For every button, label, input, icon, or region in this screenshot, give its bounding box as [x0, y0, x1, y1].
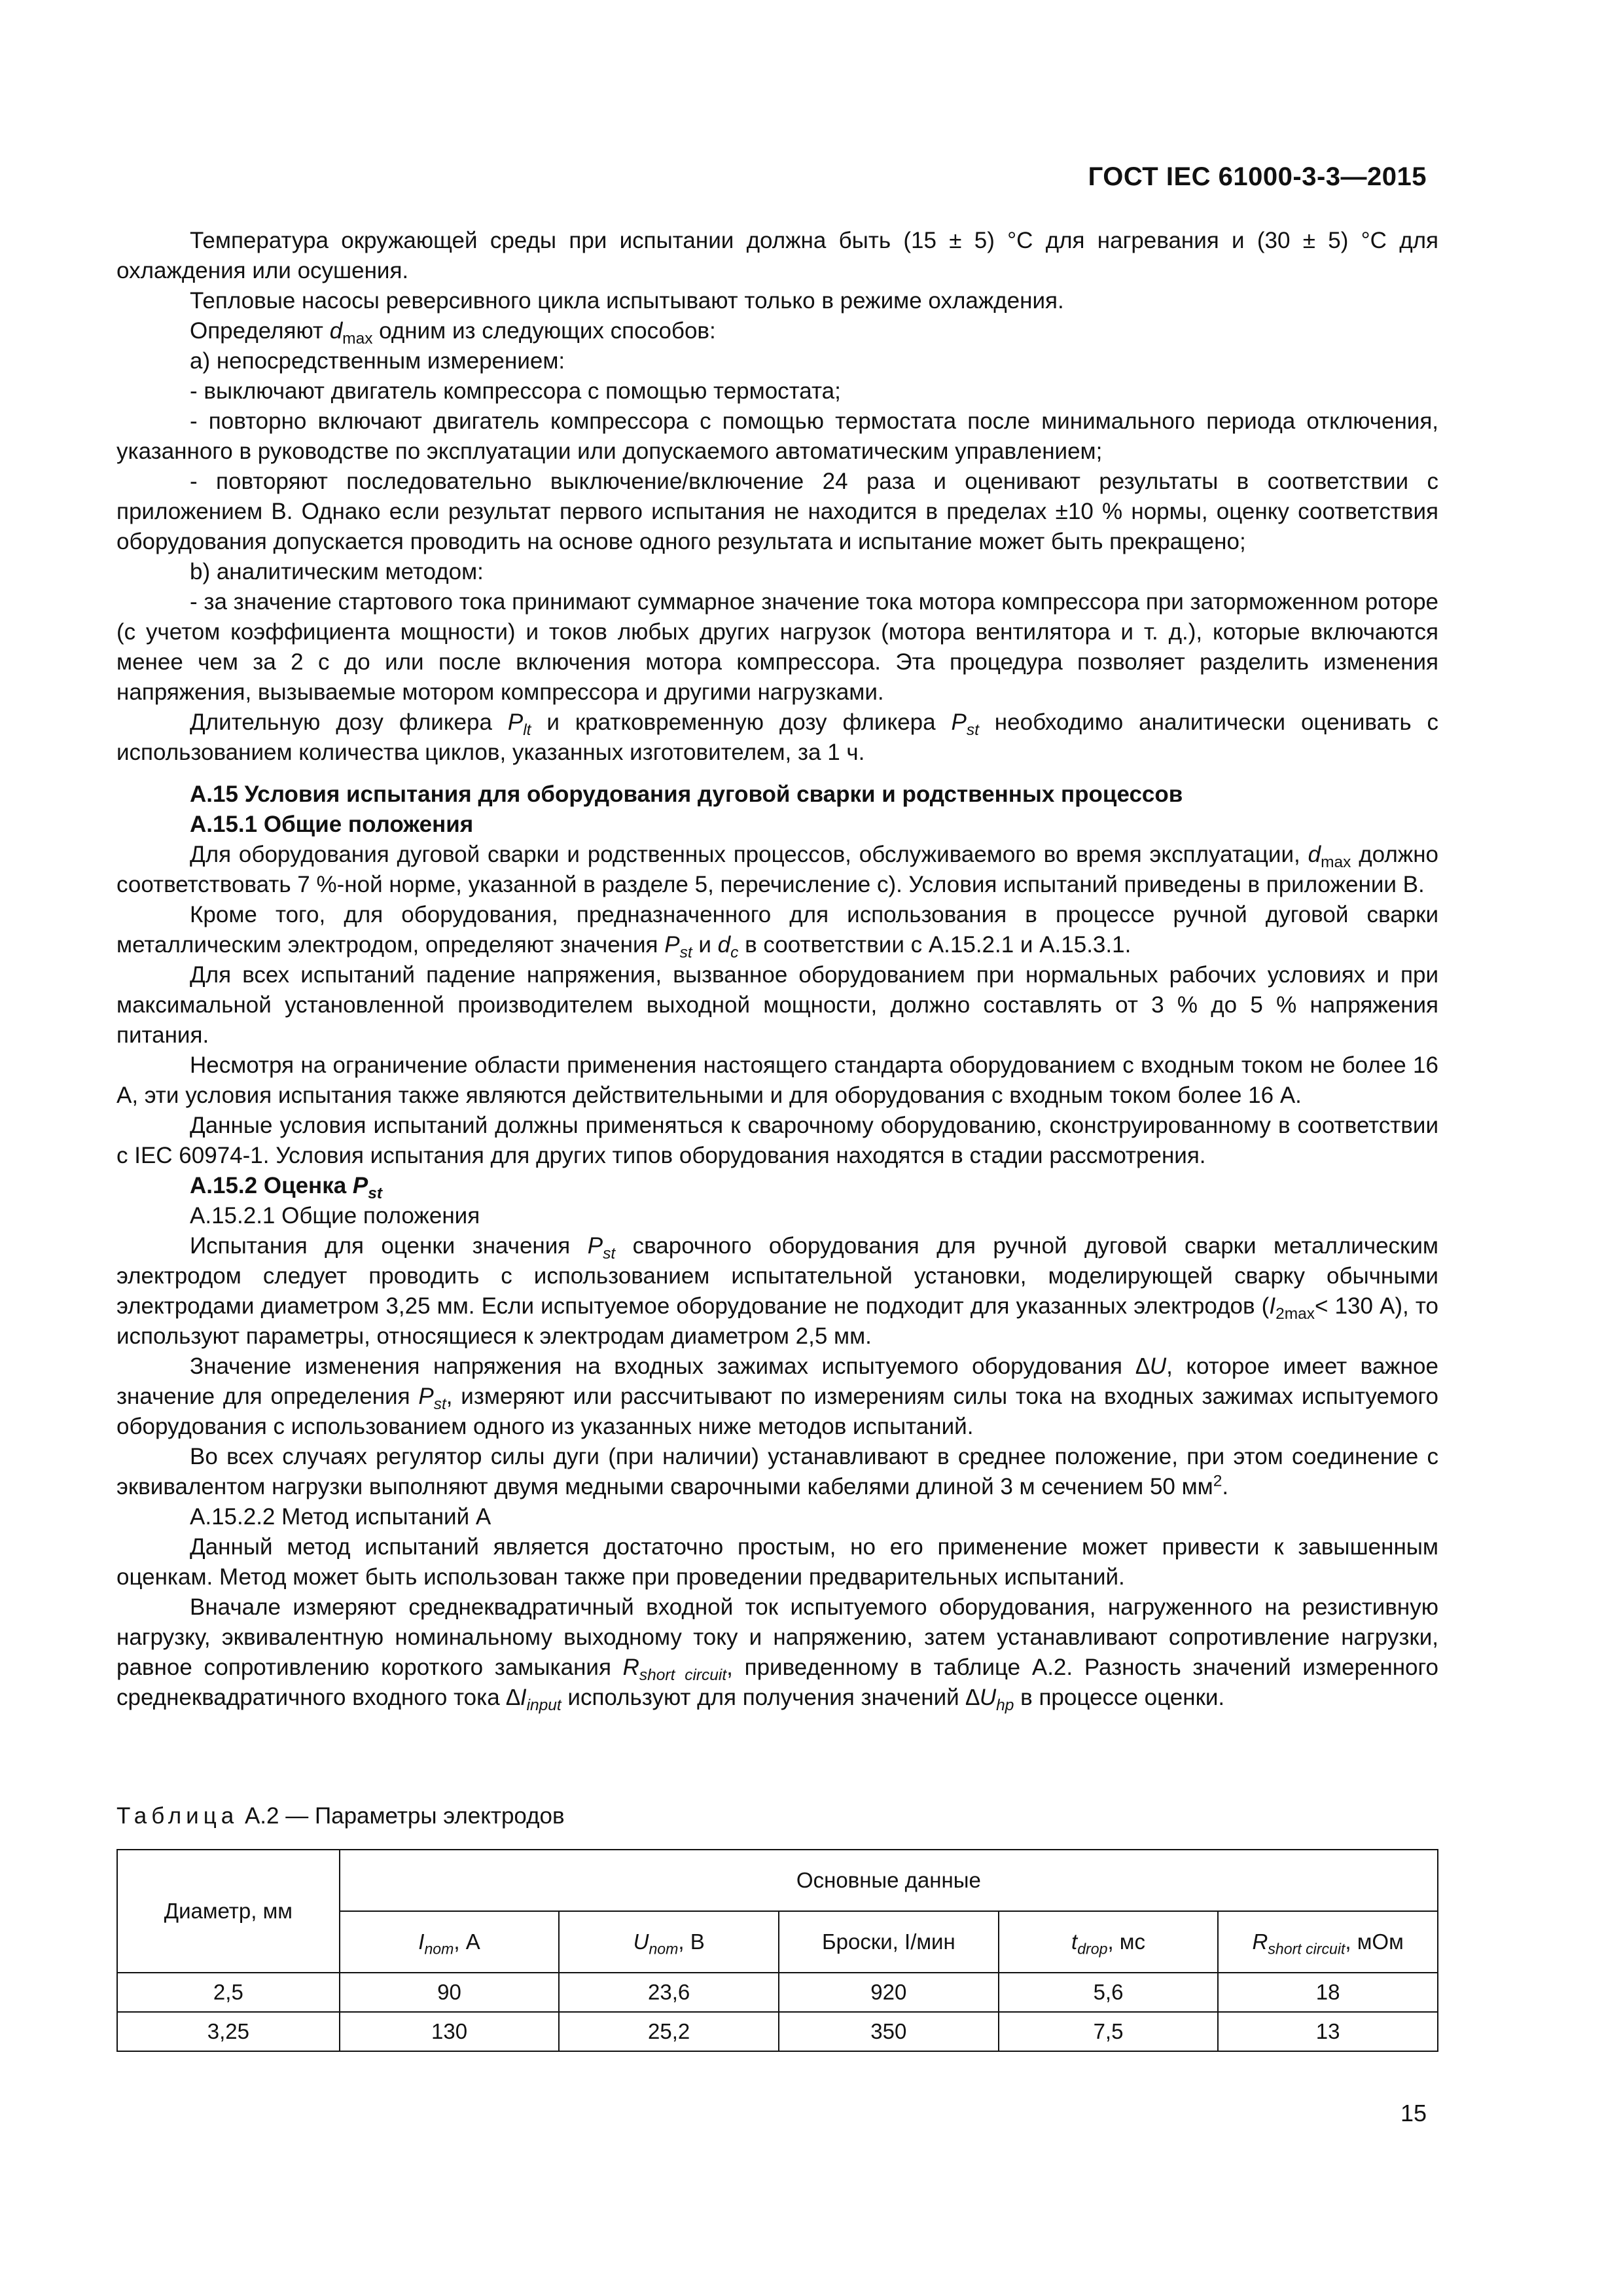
table-row: [117, 2012, 1438, 2051]
list-item: - повторяют последовательно выключение/включение 24 раза и оценивают результаты в соответствии с приложением В. Однако если результат первого испытания не находится в пределах ±10 % нормы, оценку соответствия оборудования допускается проводить на основе одного результата и испытание может быть прекращено;: [116, 469, 1438, 554]
paragraph: Данный метод испытаний является достаточно простым, но его применение может привести к завышенным оценкам. Метод может быть использован также при проведении предварительных испытаний.: [116, 1534, 1438, 1590]
list-item: - за значение стартового тока принимают суммарное значение тока мотора компрессора при заторможенном роторе (с учетом коэффициента мощности) и токов любых других нагрузок (мотора вентилятора и т. д.), которые включаются менее чем за 2 с до или после включения мотора компрессора. Эта процедура позволяет разделить изменения напряжения, вызываемые мотором компрессора и другими нагрузками.: [116, 589, 1438, 705]
table-cell: 920: [779, 1973, 999, 2012]
paragraph: Во всех случаях регулятор силы дуги (при наличии) устанавливают в среднее положение, при этом соединение с эквивалентом нагрузки выполняют двумя медными сварочными кабелями длиной 3 м сечением 50 $мм^2$.: [116, 1444, 1438, 1499]
table-cell: 3,25: [117, 2012, 340, 2051]
table-cell: 13: [1218, 2012, 1438, 2051]
table-cell: 25,2: [559, 2012, 779, 2051]
document-id: ГОСТ IEC 61000-3-3—2015: [1088, 162, 1427, 191]
table-cell: 5,6: [999, 1973, 1219, 2012]
subsection-heading: А.15.2.1 Общие положения: [190, 1203, 480, 1229]
paragraph: Кроме того, для оборудования, предназначенного для использования в процессе ручной дуговой сварки металлическим электродом, определяют значения $P_{st}$ и $d_c$ в соответствии с А.15.2.1 и А.15.3.1.: [116, 902, 1438, 961]
column-header-tdrop: $t_{drop}$, мс: [999, 1911, 1219, 1973]
section-heading: А.15 Условия испытания для оборудования дуговой сварки и родственных процессов: [190, 781, 1183, 807]
table-cell: 7,5: [999, 2012, 1219, 2051]
paragraph: Определяют $d_{max}$ одним из следующих способов:: [190, 318, 716, 348]
column-header-surges: Броски, I/мин: [779, 1911, 999, 1973]
paragraph: Вначале измеряют среднеквадратичный входной ток испытуемого оборудования, нагруженного на резистивную нагрузку, эквивалентную номинальному выходному току и напряжению, затем устанавливают сопротивление нагрузки, равное сопротивлению короткого замыкания $R_{short circuit}$, приведенному в таблице А.2. Разность значений измеренного среднеквадратичного входного тока $\Delta I_{input}$ используют для получения значений $\Delta U_{hp}$ в процессе оценки.: [116, 1594, 1438, 1714]
paragraph: Для оборудования дуговой сварки и родственных процессов, обслуживаемого во время эксплуатации, $d_{max}$ должно соответствовать 7 %-ной норме, указанной в разделе 5, перечисление с). Условия испытаний приведены в приложении В.: [116, 842, 1438, 897]
page-number: 15: [1400, 2100, 1427, 2126]
subsection-heading: А.15.2.2 Метод испытаний А: [190, 1504, 491, 1530]
paragraph: Тепловые насосы реверсивного цикла испытывают только в режиме охлаждения.: [190, 288, 1064, 314]
document-body: [116, 226, 1438, 1713]
table-cell: 2,5: [117, 1973, 340, 2012]
paragraph: Температура окружающей среды при испытании должна быть (15 ± 5) °С для нагревания и (30 ± 5) °С для охлаждения или осушения.: [116, 228, 1438, 283]
paragraph: Длительную дозу фликера $P_{lt}$ и кратковременную дозу фликера $P_{st}$ необходимо аналитически оценивать с использованием количества циклов, указанных изготовителем, за 1 ч.: [116, 709, 1438, 765]
paragraph: Для всех испытаний падение напряжения, вызванное оборудованием при нормальных рабочих условиях и при максимальной установленной производителем выходной мощности, должно составлять от 3 % до 5 % напряжения питания.: [116, 962, 1438, 1048]
column-header-unom: $U_{nom}$, В: [559, 1911, 779, 1973]
table-cell: 23,6: [559, 1973, 779, 2012]
electrode-parameters-table: [116, 1849, 1438, 2052]
table-cell: 18: [1218, 1973, 1438, 2012]
paragraph: Значение изменения напряжения на входных зажимах испытуемого оборудования ∆U, которое имеет важное значение для определения $P_{st}$, измеряют или рассчитывают по измерениям силы тока на входных зажимах испытуемого оборудования с использованием одного из указанных ниже методов испытаний.: [116, 1354, 1438, 1439]
subsection-heading: А.15.1 Общие положения: [190, 812, 474, 837]
list-item: - выключают двигатель компрессора с помощью термостата;: [190, 378, 841, 404]
table-cell: 130: [340, 2012, 560, 2051]
list-item: а) непосредственным измерением:: [190, 348, 565, 374]
column-header-inom: $I_{nom}$, А: [340, 1911, 560, 1973]
column-group-header: Основные данные: [340, 1850, 1438, 1911]
paragraph: Испытания для оценки значения $P_{st}$ сварочного оборудования для ручной дуговой сварки металлическим электродом следует проводить с использованием испытательной установки, моделирующей сварку обычными электродами диаметром 3,25 мм. Если испытуемое оборудование не подходит для указанных электродов ($I_{2max}< 130$ А), то используют параметры, относящиеся к электродам диаметром 2,5 мм.: [116, 1233, 1438, 1349]
paragraph: Данные условия испытаний должны применяться к сварочному оборудованию, сконструированному в соответствии с IEC 60974-1. Условия испытания для других типов оборудования находятся в стадии рассмотрения.: [116, 1113, 1438, 1168]
column-header-rshort: $R_{short circuit}$, мОм: [1218, 1911, 1438, 1973]
subsection-heading: А.15.2 Оценка $P_{st}$: [190, 1173, 383, 1202]
paragraph: Несмотря на ограничение области применения настоящего стандарта оборудованием с входным током не более 16 А, эти условия испытания также являются действительными и для оборудования с входным током более 16 А.: [116, 1052, 1438, 1108]
list-item: - повторно включают двигатель компрессора с помощью термостата после минимального периода отключения, указанного в руководстве по эксплуатации или допускаемого автоматическим управлением;: [116, 408, 1438, 464]
table-caption: Таблица А.2 — Параметры электродов: [116, 1803, 565, 1829]
list-item: b) аналитическим методом:: [190, 559, 484, 584]
table-row: [117, 1973, 1438, 2012]
column-header-diameter: Диаметр, мм: [117, 1850, 340, 1973]
table-cell: 350: [779, 2012, 999, 2051]
table-cell: 90: [340, 1973, 560, 2012]
